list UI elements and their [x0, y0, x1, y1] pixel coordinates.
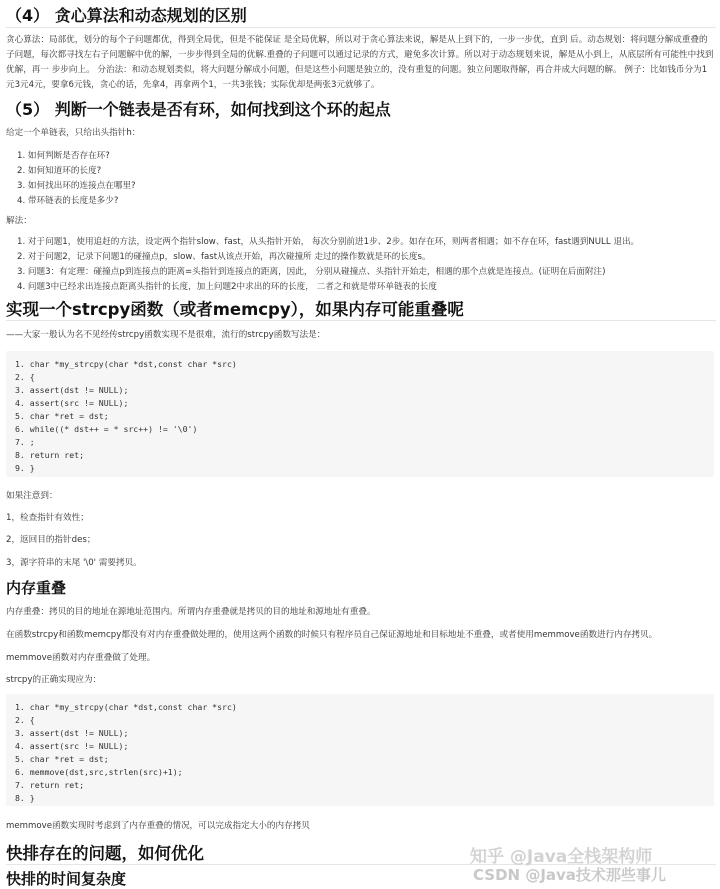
strcpy-intro: ——大家一般认为名不见经传strcpy函数实现不是很难，流行的strcpy函数写法是：	[6, 330, 326, 340]
code-line: 1. char *my_strcpy(char *dst,const char *src)	[15, 359, 237, 369]
code-line: 5. char *ret = dst;	[15, 754, 109, 764]
overlap-definition: 内存重叠：拷贝的目的地址在源地址范围内。所谓内存重叠就是拷贝的目的地址和源地址有重叠。	[6, 607, 376, 617]
code-line: 6. while((* dst++ = * src++) != '\0')	[15, 424, 198, 434]
code-line: 3. assert(dst != NULL);	[15, 728, 129, 738]
paragraph-greedy-vs-dp: 贪心算法：局部优，划分的每个子问题都优，得到全局优，但是不能保证 是全局优解，所以对于贪心算法来说，解是从上到下的，一步一步优，直到 后。动态规划：将问题分解成重叠的子问题，每次都寻找左右子问题解中优的解，一步步得到全局的优解.重叠的子问题可以通过记录的方式，避免多次计算。所以对于动态规划来说，解是从小到上，从底层所有可能性中找到优解，再一 步步向上。 分治法：和动态规划类似，将大问题分解成小问题，但是这些小问题是独立的，没有重复的问题。独立问题取得解，再合并成大问题的解。 例子：比如钱币分为1元3元4元，要拿6元钱，贪心的话，先拿4，再拿两个1，一共3张钱；实际优却是两张3元就够了。	[6, 35, 714, 90]
code-line: 6. memmove(dst,src,strlen(src)+1);	[15, 767, 183, 777]
solution-item: 3. 问题3：有定理：碰撞点p到连接点的距离=头指针到连接点的距离，因此， 分别从碰撞点、头指针开始走，相遇的那个点就是连接点。(证明在后面附注)	[17, 267, 606, 277]
code-line: 1. char *my_strcpy(char *dst,const char *src)	[15, 702, 237, 712]
solution-item: 4. 问题3中已经求出连接点距离头指针的长度，加上问题2中求出的环的长度， 二者之和就是带环单链表的长度	[17, 282, 437, 292]
code-line: 3. assert(dst != NULL);	[15, 385, 129, 395]
heading-memory-overlap: 内存重叠	[6, 579, 67, 597]
code-line: 9. }	[15, 463, 35, 473]
linked-list-intro: 给定一个单链表，只给出头指针h：	[6, 128, 141, 138]
heading-strcpy: 实现一个strcpy函数（或者memcpy），如果内存可能重叠呢	[6, 300, 464, 319]
code-line: 8. }	[15, 793, 35, 803]
heading-linked-list-cycle: （5） 判断一个链表是否有环，如何找到这个环的起点	[6, 100, 391, 119]
solution-label: 解法：	[6, 216, 32, 226]
code-line: 4. assert(src != NULL);	[15, 741, 129, 751]
note-item: 3，源字符串的末尾 '\0' 需要拷贝。	[6, 558, 142, 568]
code-line: 4. assert(src != NULL);	[15, 398, 129, 408]
divider	[6, 27, 716, 28]
question-item: 2. 如何知道环的长度?	[17, 166, 102, 176]
heading-greedy-vs-dp: （4） 贪心算法和动态规划的区别	[6, 6, 247, 25]
code-line: 2. {	[15, 372, 35, 382]
solution-item: 2. 对于问题2，记录下问题1的碰撞点p，slow、fast从该点开始，再次碰撞所 走过的操作数就是环的长度s。	[17, 252, 431, 262]
correct-impl-label: strcpy的正确实现应为：	[6, 675, 102, 685]
heading-quicksort: 快排存在的问题，如何优化	[6, 844, 204, 863]
note-item: 2，返回目的指针des；	[6, 535, 96, 545]
code-line: 2. {	[15, 715, 35, 725]
divider	[6, 320, 716, 321]
watermark-csdn: CSDN @Java技术那些事儿	[473, 866, 666, 884]
memmove-note: memmove函数对内存重叠做了处理。	[6, 653, 156, 663]
code-line: 8. return ret;	[15, 450, 85, 460]
watermark-zhihu: 知乎 @Java全栈架构师	[470, 847, 653, 867]
code-line: 5. char *ret = dst;	[15, 411, 109, 421]
question-item: 1. 如何判断是否存在环?	[17, 151, 110, 161]
code-block-strcpy-memmove	[6, 694, 714, 806]
code-line: 7. ;	[15, 437, 35, 447]
code-line: 7. return ret;	[15, 780, 85, 790]
memmove-summary: memmove函数实现时考虑到了内存重叠的情况，可以完成指定大小的内存拷贝	[6, 821, 310, 831]
notes-label: 如果注意到：	[6, 491, 58, 501]
overlap-explanation: 在函数strcpy和函数memcpy都没有对内存重叠做处理的，使用这两个函数的时候只有程序员自己保证源地址和目标地址不重叠，或者使用memmove函数进行内存拷贝。	[6, 630, 658, 640]
question-item: 4. 带环链表的长度是多少?	[17, 196, 119, 206]
question-item: 3. 如何找出环的连接点在哪里?	[17, 181, 136, 191]
solution-item: 1. 对于问题1，使用追赶的方法，设定两个指针slow、fast，从头指针开始， 每次分别前进1步、2步。如存在环，则两者相遇；如不存在环，fast遇到NULL 退出。	[17, 237, 640, 247]
note-item: 1，检查指针有效性；	[6, 513, 89, 523]
heading-quicksort-complexity: 快排的时间复杂度	[6, 870, 127, 888]
code-block-strcpy	[6, 351, 714, 477]
